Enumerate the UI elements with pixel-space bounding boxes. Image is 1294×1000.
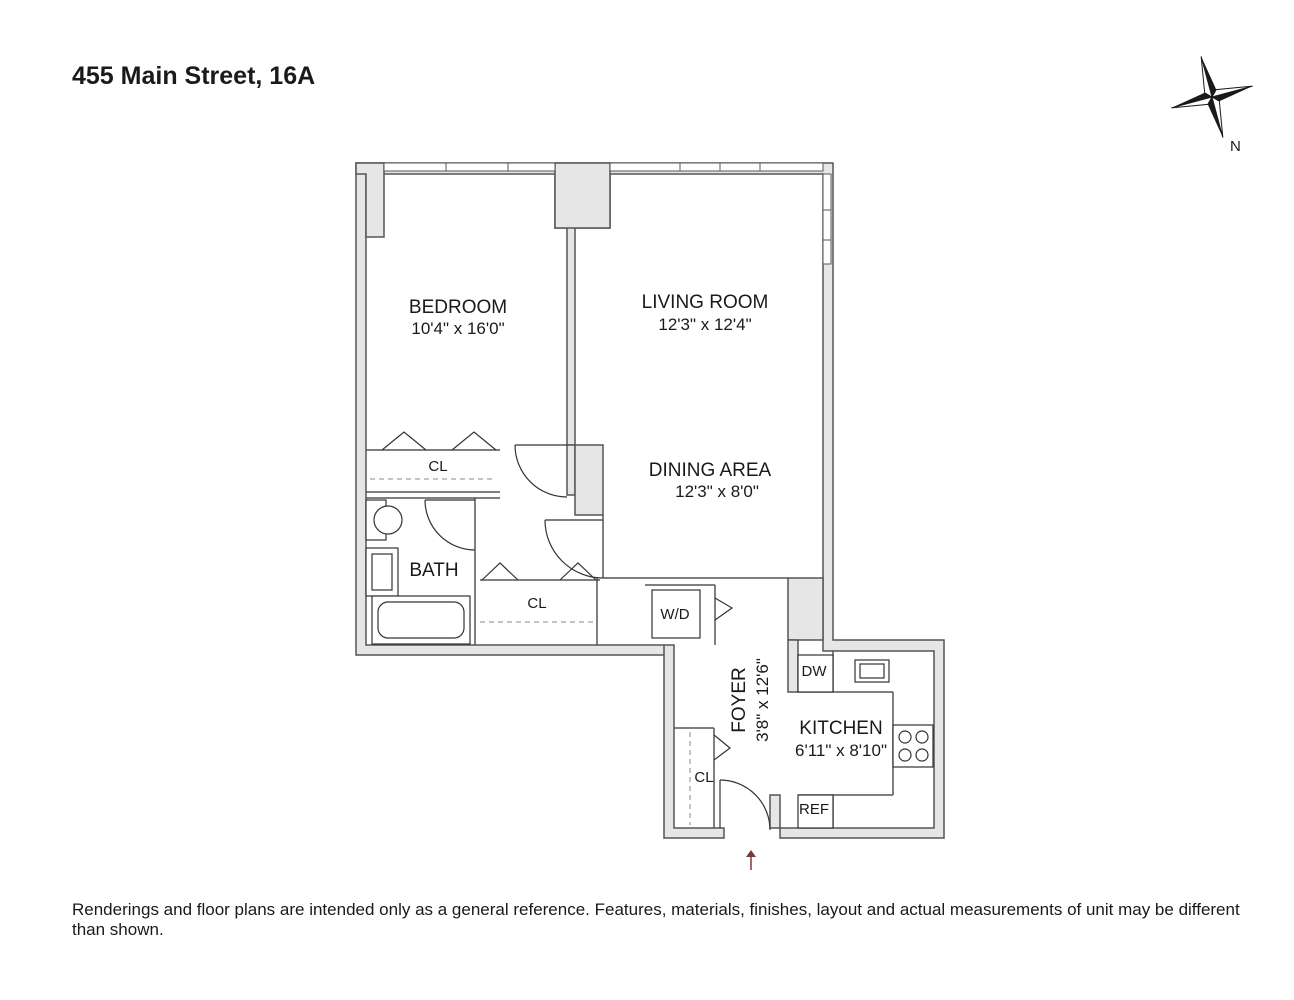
- living-room-label: LIVING ROOM: [641, 292, 769, 313]
- kitchen-dimensions: 6'11" x 8'10": [795, 741, 887, 760]
- foyer-closet-label: CL: [694, 769, 714, 786]
- kitchen-label: KITCHEN: [799, 718, 883, 739]
- listing-address: 455 Main Street, 16A: [72, 62, 316, 90]
- dining-area-dimensions: 12'3" x 8'0": [675, 482, 759, 501]
- refrigerator-label: REF: [799, 801, 829, 818]
- entry-arrow-icon: [743, 848, 759, 872]
- bedroom-closet-label: CL: [428, 458, 448, 475]
- disclaimer-text: Renderings and floor plans are intended only as a general reference. Features, materials, finishes, layout and actual measurements of unit may be different than shown.: [72, 900, 1240, 939]
- foyer-label: FOYER: [729, 667, 750, 733]
- bedroom-dimensions: 10'4" x 16'0": [411, 319, 505, 338]
- dishwasher-label: DW: [801, 663, 827, 680]
- compass-north-label: N: [1230, 138, 1241, 155]
- washer-dryer-label: W/D: [660, 606, 690, 623]
- living-room-dimensions: 12'3" x 12'4": [658, 315, 752, 334]
- bath-label: BATH: [409, 560, 459, 581]
- bedroom-label: BEDROOM: [408, 297, 508, 318]
- foyer-dimensions: 3'8" x 12'6": [753, 658, 772, 742]
- dining-area-label: DINING AREA: [648, 460, 772, 481]
- hall-closet-label: CL: [527, 595, 547, 612]
